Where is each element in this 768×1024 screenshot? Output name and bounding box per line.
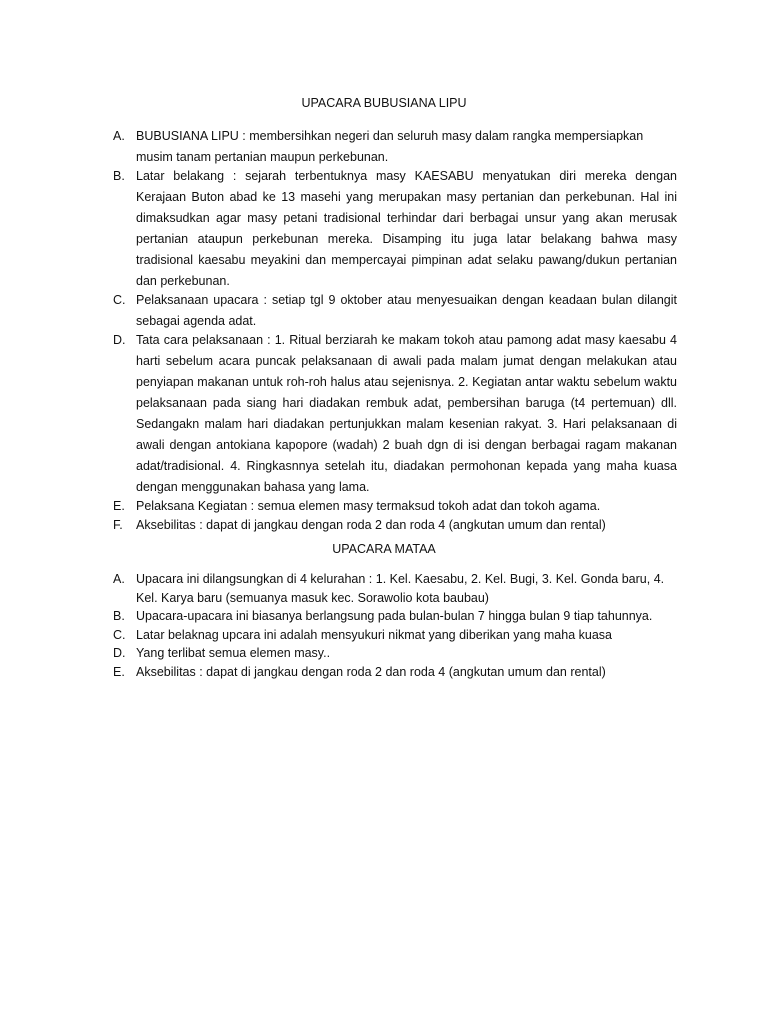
list-item (113, 126, 677, 168)
item-letter: D. (113, 646, 126, 660)
item-letter: A. (113, 572, 125, 586)
list-item (113, 607, 677, 626)
item-text: Pelaksana Kegiatan : semua elemen masy termaksud tokoh adat dan tokoh agama. (136, 499, 601, 513)
item-text: Yang terlibat semua elemen masy.. (136, 646, 331, 660)
item-letter: C. (113, 293, 126, 307)
list-item (113, 496, 677, 517)
list-item (113, 663, 677, 682)
item-letter: D. (113, 333, 126, 347)
item-text: Aksebilitas : dapat di jangkau dengan roda 2 dan roda 4 (angkutan umum dan rental) (136, 518, 606, 532)
item-letter: C. (113, 627, 126, 642)
list-item (113, 644, 677, 663)
list-mataa (113, 570, 677, 681)
list-item (113, 166, 677, 292)
list-item (113, 570, 677, 607)
item-text: BUBUSIANA LIPU : membersihkan negeri dan seluruh masy dalam rangka mempersiapkan musim tanam pertanian maupun perkebunan. (136, 129, 644, 164)
list-item (113, 330, 677, 498)
list-item (113, 290, 677, 332)
item-letter: E. (113, 499, 125, 513)
item-letter: F. (113, 518, 123, 532)
item-text: Upacara-upacara ini biasanya berlangsung pada bulan-bulan 7 hingga bulan 9 tiap tahunnya. (136, 609, 653, 623)
item-text: Pelaksanaan upacara : setiap tgl 9 oktober atau menyesuaikan dengan keadaan bulan dilangit sebagai agenda adat. (136, 293, 677, 328)
item-letter: A. (113, 129, 125, 143)
item-text: Latar belakang : sejarah terbentuknya masy KAESABU menyatukan diri mereka dengan Kerajaan Buton abad ke 13 masehi yang merupakan masy pertanian dan perkebunan. Hal ini dimaksudkan agar masy petani tradisional terhindar dari berbagai unsur yang akan merusak pertanian ataupun perkebunan mereka. Disamping itu juga latar belakang bahwa masy tradisional kaesabu meyakini dan mempercayai pimpinan adat selaku pawang/dukun pertanian dan perkebunan. (136, 169, 677, 288)
item-text: Aksebilitas : dapat di jangkau dengan roda 2 dan roda 4 (angkutan umum dan rental) (136, 664, 606, 679)
item-letter: B. (113, 609, 125, 623)
item-text: Tata cara pelaksanaan : 1. Ritual berziarah ke makam tokoh atau pamong adat masy kaesabu 4 harti sebelum acara puncak pelaksanaan di awali pada malam jumat dengan melakukan atau penyiapan makanan untuk roh-roh halus atau sejenisnya. 2. Kegiatan antar waktu sebelum waktu pelaksanaan pada siang hari diadakan rembuk adat, pembersihan baruga (t4 pertemuan) dll. Sedangakn malam hari diadakan pertunjukkan malam kesenian rakyat. 3. Hari pelaksanaan di awali dengan antokiana kapopore (wadah) 2 buah dgn di isi dengan berbagai ragam makanan adat/tradisional. 4. Ringkasnnya setelah itu, diadakan permohonan kepada yang maha kuasa dengan menggunakan bahasa yang lama. (136, 333, 677, 494)
item-text: Upacara ini dilangsungkan di 4 kelurahan : 1. Kel. Kaesabu, 2. Kel. Bugi, 3. Kel. Gonda baru, 4. Kel. Karya baru (semuanya masuk kec. Sorawolio kota baubau) (136, 572, 665, 605)
list-item (113, 626, 677, 645)
list-item (113, 515, 677, 536)
item-letter: E. (113, 664, 125, 679)
item-text: Latar belaknag upcara ini adalah mensyukuri nikmat yang diberikan yang maha kuasa (136, 627, 612, 642)
section-title-mataa: UPACARA MATAA (332, 542, 436, 556)
list-bubusiana-lipu (113, 126, 677, 534)
item-letter: B. (113, 169, 125, 183)
section-title-bubusiana-lipu: UPACARA BUBUSIANA LIPU (301, 96, 467, 110)
